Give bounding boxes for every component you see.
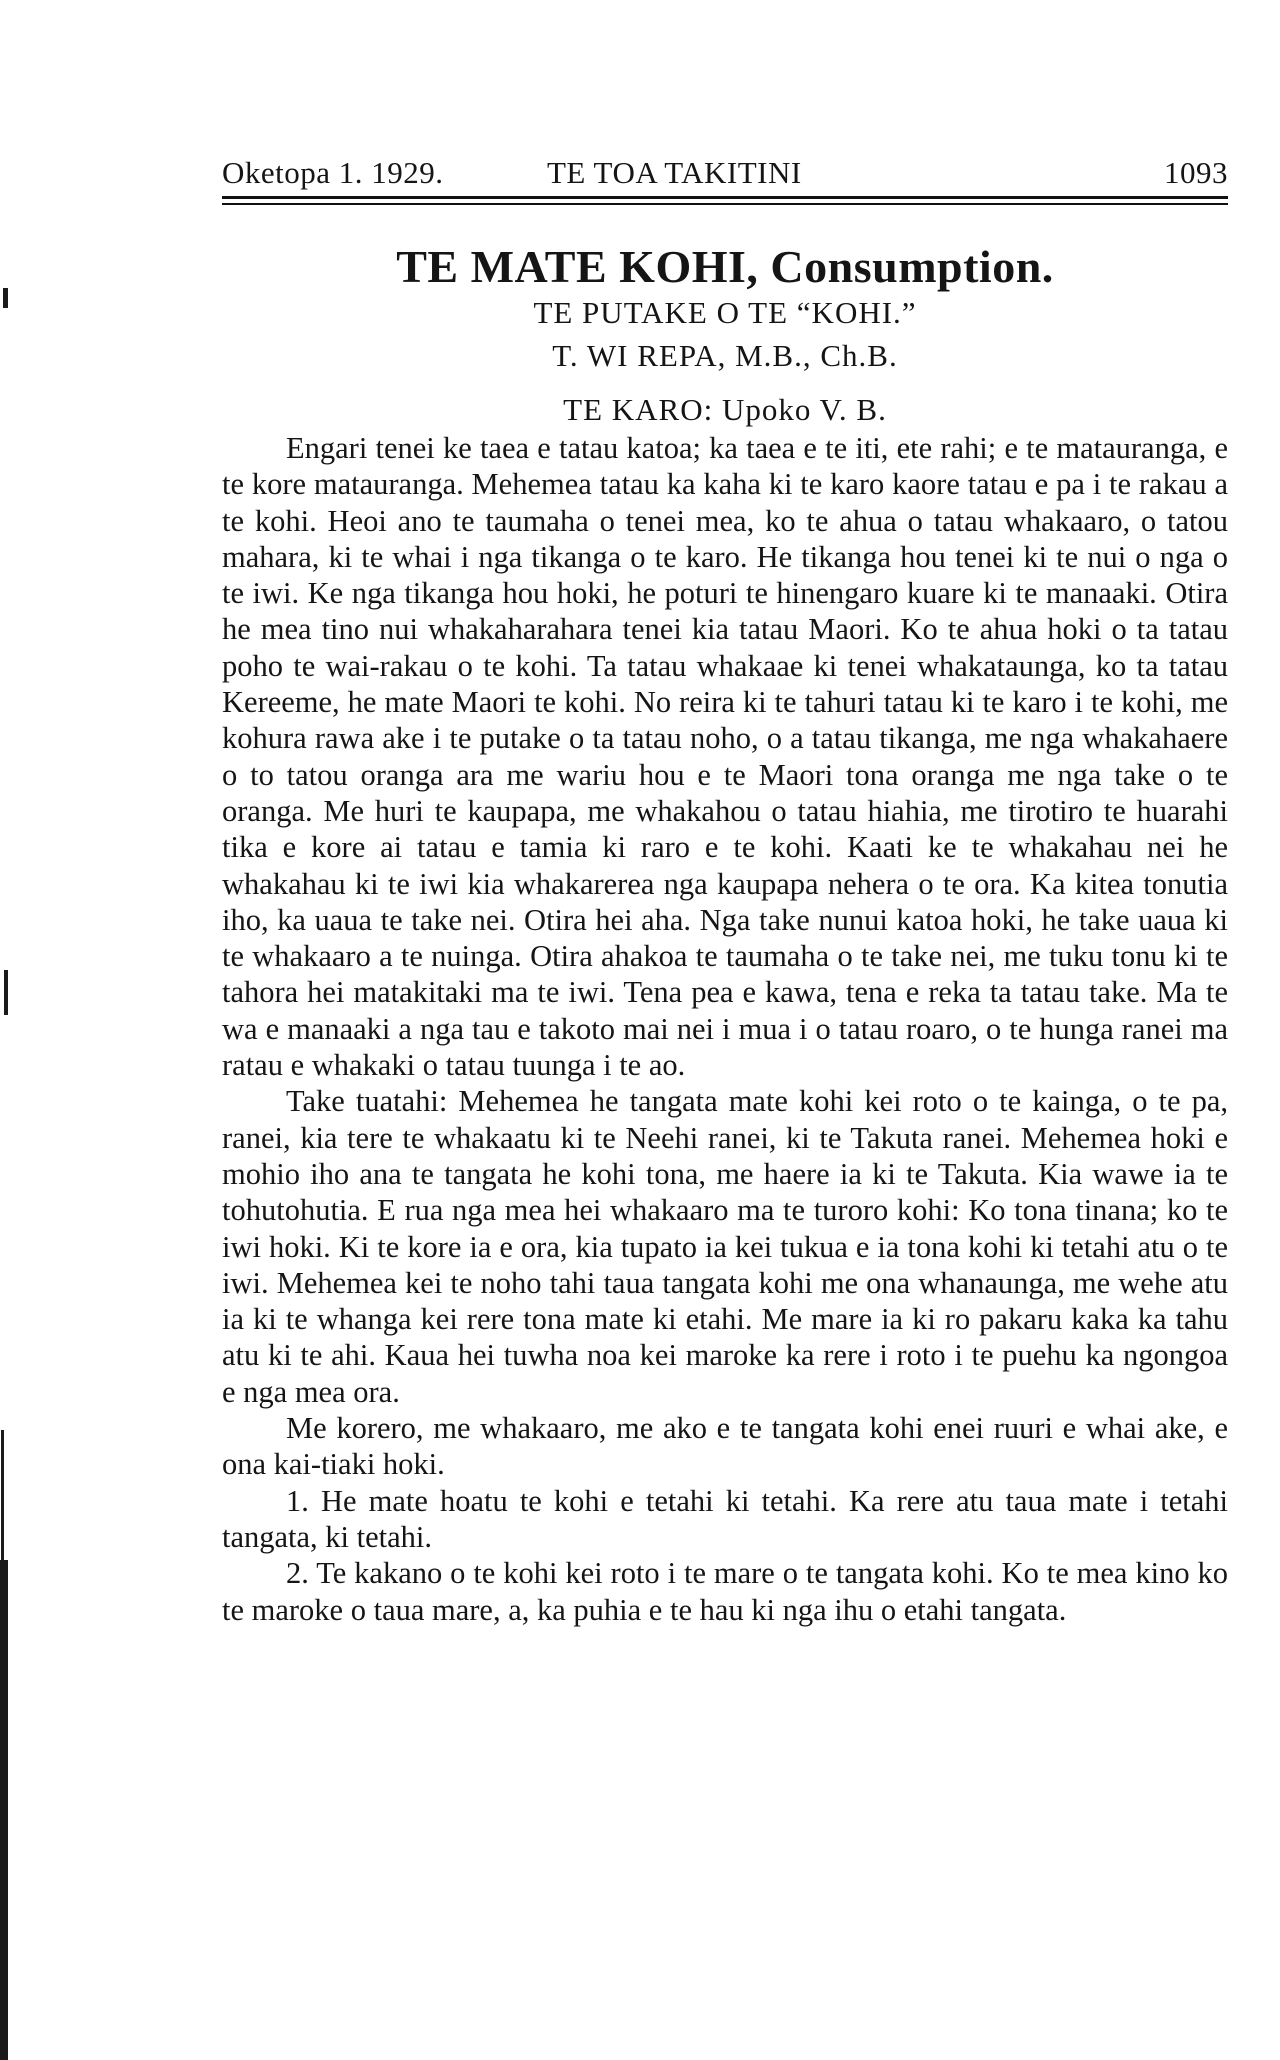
margin-scan-mark — [3, 288, 8, 308]
header-rule — [222, 203, 1228, 205]
numbered-rule-item: 2. Te kakano o te kohi kei roto i te mare o te tangata kohi. Ko te mea kino ko te maroke o taua mare, a, ka puhia e te hau ki nga ihu o etahi tangata. — [222, 1556, 1228, 1627]
margin-scan-mark — [4, 970, 8, 1015]
header-publication-title: TE TOA TAKITINI — [547, 155, 802, 190]
article-section-heading: TE KARO: Upoko V. B. — [563, 392, 887, 427]
header-page-number: 1093 — [1164, 155, 1228, 190]
body-paragraph: Engari tenei ke taea e tatau katoa; ka taea e te iti, ete rahi; e te matauranga, e te kore matauranga. Mehemea tatau ka kaha ki te karo kaore tatau e pa i te rakau a te kohi. Heoi ano te taumaha o tenei mea, ko te ahua o tatau whakaaro, o tatou mahara, ki te whai i nga tikanga o te karo. He tikanga hou tenei ki te nui o nga o te iwi. Ke nga tikanga hou hoki, he poturi te hinengaro kuare ki te manaaki. Otira he mea tino nui whakaharahara tenei kia tatau Maori. Ko te ahua hoki o ta tatau poho te wai-rakau o te kohi. Ta tatau whakaae ki tenei whakataunga, ko ta tatau Kereeme, he mate Maori te kohi. No reira ki te tahuri tatau ki te karo i te kohi, me kohura rawa ake i te putake o ta tatau noho, o a tatau tikanga, me nga whakahaere o to tatou oranga ara me wariu hou e te Maori tona oranga me nga take o te oranga. Me huri te kaupapa, me whakahou o tatau hiahia, me tirotiro te huarahi tika e kore ai tatau e tamia ki raro e te kohi. Kaati ke te whakahau nei he whakahau ki te iwi kia whakarerea nga kaupapa nehera o te ora. Ka kitea tonutia iho, ka uaua te take nei. Otira hei aha. Nga take nunui katoa hoki, he take uaua ki te whakaaro a te nuinga. Otira ahakoa te taumaha o te take nei, me tuku tonu ki te tahora hei matakitaki ma te iwi. Tena pea e kawa, tena e reka ta tatau take. Ma te wa e manaaki a nga tau e takoto mai nei i mua i o tatau roaro, o te hunga ranei ma ratau e whakaki o tatau tuunga i te ao. — [222, 431, 1228, 1083]
article-title: TE MATE KOHI, Consumption. — [396, 241, 1054, 292]
header-rule — [222, 196, 1228, 199]
article-subtitle: TE PUTAKE O TE “KOHI.” — [533, 295, 917, 330]
body-paragraph: Me korero, me whakaaro, me ako e te tangata kohi enei ruuri e whai ake, e ona kai-tiaki hoki. — [222, 1411, 1228, 1482]
header-date: Oketopa 1. 1929. — [222, 155, 444, 190]
running-header — [222, 155, 1228, 199]
body-paragraph: Take tuatahi: Mehemea he tangata mate kohi kei roto o te kainga, o te pa, ranei, kia tere te whakaatu ki te Neehi ranei, ki te Takuta ranei. Mehemea hoki e mohio iho ana te tangata he kohi tona, me haere ia ki te Takuta. Kia wawe ia te tohutohutia. E rua nga mea hei whakaaro ma te turoro kohi: Ko tona tinana; ko te iwi hoki. Ki te kore ia e ora, kia tupato ia kei tukua e ia tona kohi ki tetahi atu o te iwi. Mehemea kei te noho tahi taua tangata kohi me ona whanaunga, me wehe atu ia ki te whanga kei rere tona mate ki etahi. Me mare ia ki ro pakaru kaka ka tahu atu ki te ahi. Kaua hei tuwha noa kei maroke ka rere i roto i te puehu ka ngongoa e nga mea ora. — [222, 1084, 1228, 1409]
article-author: T. WI REPA, M.B., Ch.B. — [552, 338, 898, 373]
margin-scan-mark — [1, 1430, 4, 1560]
article-body — [222, 430, 1228, 1628]
margin-scan-mark — [0, 1560, 8, 2060]
numbered-rule-item: 1. He mate hoatu te kohi e tetahi ki tetahi. Ka rere atu taua mate i tetahi tangata, ki tetahi. — [222, 1483, 1228, 1554]
